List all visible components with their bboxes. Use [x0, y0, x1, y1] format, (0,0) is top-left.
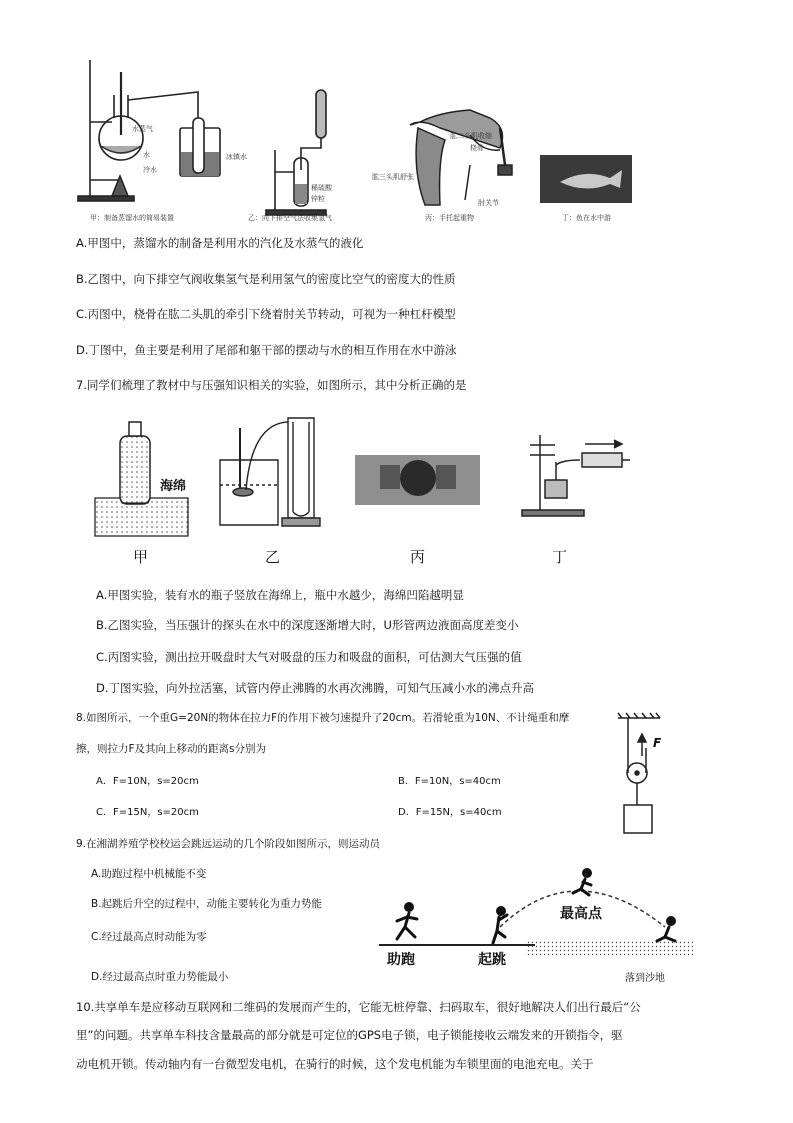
q8-option-a: A．F=10N，s=20cm [96, 776, 199, 787]
pressure-experiments-drawing [0, 400, 793, 575]
label-dilute-acid: 稀硫酸 [311, 184, 332, 192]
q6-option-d: D.丁图中，鱼主要是利用了尾部和躯干部的摆动与水的相互作用在水中游泳 [76, 343, 457, 357]
q7-label-ding: 丁 [552, 548, 568, 566]
long-jump-drawing [375, 865, 700, 985]
q9-stem: 9.在湘湖养殖学校校运会跳远运动的几个阶段如图所示，则运动员 [76, 838, 381, 850]
q7-option-a: A.甲图实验，装有水的瓶子竖放在海绵上，瓶中水越少，海绵凹陷越明显 [96, 588, 464, 602]
label-cold-water: 冷水 [143, 166, 157, 174]
caption-b: 乙：向下排空气法收集氢气 [248, 214, 332, 222]
label-steam: 水蒸气 [132, 125, 153, 133]
q8-option-c: C．F=15N，s=20cm [96, 807, 199, 818]
q10-line3: 动电机开锁。传动轴内有一台微型发电机，在骑行的时候，这个发电机能为车锁里面的电池充电。关于 [76, 1057, 594, 1071]
label-ice-water: 冰镇水 [226, 153, 247, 161]
distillation-apparatus-drawing [0, 0, 793, 235]
label-triceps: 肱三头肌舒张 [372, 173, 414, 181]
q8-option-d: D．F=15N，s=40cm [398, 807, 502, 818]
caption-c: 丙：手托起重物 [425, 214, 474, 222]
q9-option-c: C.经过最高点时动能为零 [91, 931, 207, 943]
q8-stem-line1: 8.如图所示，一个重G=20N的物体在拉力F的作用下被匀速提升了20cm。若滑轮重为10N、不计绳重和摩 [76, 712, 570, 724]
figure-q6 [0, 0, 793, 235]
q9-option-d: D.经过最高点时重力势能最小 [91, 971, 229, 983]
pulley-drawing [610, 710, 680, 840]
q7-option-b: B.乙图实验，当压强计的探头在水中的深度逐渐增大时，U形管两边液面高度差变小 [96, 618, 519, 632]
q7-option-c: C.丙图实验，测出拉开吸盘时大气对吸盘的压力和吸盘的面积，可估测大气压强的值 [96, 650, 522, 664]
label-highest-point: 最高点 [560, 906, 602, 922]
label-run-up: 助跑 [387, 952, 415, 968]
label-radius: 桡骨 [470, 144, 484, 152]
q7-label-jia: 甲 [133, 548, 149, 566]
caption-d: 丁：鱼在水中游 [562, 214, 611, 222]
q10-line2: 里”的问题。共享单车科技含量最高的部分就是可定位的GPS电子锁，电子锁能接收云端发来的开锁指令，驱 [76, 1028, 623, 1042]
label-force-f: F [653, 736, 662, 750]
q6-option-a: A.甲图中，蒸馏水的制备是利用水的汽化及水蒸气的液化 [76, 236, 364, 250]
q7-label-yi: 乙 [265, 548, 281, 566]
label-sponge: 海绵 [160, 479, 187, 494]
q6-option-b: B.乙图中，向下排空气阀收集氢气是利用氢气的密度比空气的密度大的性质 [76, 272, 456, 286]
label-zinc: 锌粒 [311, 195, 325, 203]
q7-option-d: D.丁图实验，向外拉活塞，试管内停止沸腾的水再次沸腾，可知气压减小水的沸点升高 [96, 681, 535, 695]
q8-stem-line2: 擦，则拉力F及其向上移动的距离s分别为 [76, 743, 267, 755]
q9-option-b: B.起跳后升空的过程中，动能主要转化为重力势能 [91, 898, 323, 910]
q9-option-a: A.助跑过程中机械能不变 [91, 868, 207, 880]
figure-q8-pulley [610, 710, 680, 840]
label-biceps: 肱二头肌收缩 [450, 132, 492, 140]
figure-q7 [0, 400, 793, 575]
label-joint: 肘关节 [478, 199, 499, 207]
q7-stem: 7.同学们梳理了教材中与压强知识相关的实验，如图所示，其中分析正确的是 [76, 378, 467, 392]
q7-label-bing: 丙 [410, 548, 426, 566]
q10-line1: 10.共享单车是应移动互联网和二维码的发展而产生的，它能无桩停靠、扫码取车，很好地解决人们出行最后“公 [76, 1000, 641, 1014]
q8-option-b: B．F=10N，s=40cm [398, 776, 501, 787]
label-water: 水 [143, 151, 150, 159]
label-sand-landing: 落到沙地 [625, 973, 665, 984]
q6-option-c: C.丙图中，桡骨在肱二头肌的牵引下绕着肘关节转动，可视为一种杠杆模型 [76, 307, 456, 321]
label-take-off: 起跳 [478, 952, 506, 968]
figure-q9-long-jump [375, 865, 700, 985]
caption-a: 甲：制备蒸馏水的简易装置 [90, 214, 174, 222]
